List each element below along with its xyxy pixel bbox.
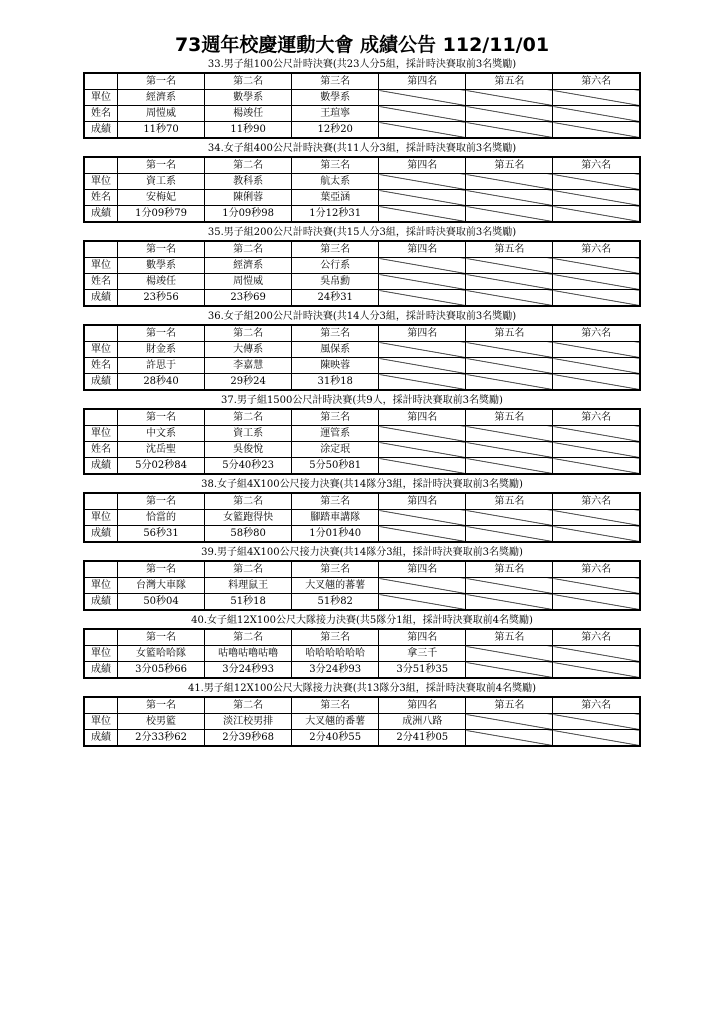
result-cell: 大叉翹的蕃薯 [292, 578, 379, 594]
row-label: 成績 [84, 594, 118, 611]
result-cell: 財金系 [118, 342, 205, 358]
corner-cell [84, 493, 118, 510]
rank-header: 第五名 [466, 697, 553, 714]
results-table [83, 560, 641, 611]
results-table [83, 628, 641, 679]
header-row [84, 561, 640, 578]
empty-cell [553, 174, 640, 190]
empty-cell [553, 274, 640, 290]
empty-cell [379, 122, 466, 139]
empty-cell [553, 358, 640, 374]
empty-cell [553, 106, 640, 122]
result-cell: 51秒82 [292, 594, 379, 611]
rank-header: 第四名 [379, 629, 466, 646]
result-cell: 咕嚕咕嚕咕嚕 [205, 646, 292, 662]
row-label: 單位 [84, 174, 118, 190]
rank-header: 第一名 [118, 325, 205, 342]
row-label: 成績 [84, 730, 118, 747]
rank-header: 第四名 [379, 409, 466, 426]
rank-header: 第六名 [553, 493, 640, 510]
empty-cell [466, 578, 553, 594]
empty-cell [379, 106, 466, 122]
result-cell: 1分09秒98 [205, 206, 292, 223]
empty-cell [466, 458, 553, 475]
result-cell: 31秒18 [292, 374, 379, 391]
rank-header: 第一名 [118, 157, 205, 174]
rank-header: 第五名 [466, 325, 553, 342]
result-cell: 經濟系 [118, 90, 205, 106]
header-row [84, 325, 640, 342]
empty-cell [466, 646, 553, 662]
result-cell: 淡江校男排 [205, 714, 292, 730]
rank-header: 第四名 [379, 561, 466, 578]
rank-header: 第四名 [379, 697, 466, 714]
empty-cell [379, 526, 466, 543]
result-cell: 1分01秒40 [292, 526, 379, 543]
rank-header: 第六名 [553, 241, 640, 258]
empty-cell [466, 274, 553, 290]
empty-cell [379, 90, 466, 106]
event-block [83, 141, 641, 223]
result-cell: 許思于 [118, 358, 205, 374]
result-row [84, 510, 640, 526]
result-cell: 運管系 [292, 426, 379, 442]
rank-header: 第四名 [379, 241, 466, 258]
results-table [83, 156, 641, 223]
rank-header: 第一名 [118, 73, 205, 90]
results-table [83, 240, 641, 307]
result-row [84, 274, 640, 290]
empty-cell [466, 730, 553, 747]
result-cell: 李嘉慧 [205, 358, 292, 374]
row-label: 單位 [84, 258, 118, 274]
empty-cell [553, 594, 640, 611]
rank-header: 第三名 [292, 697, 379, 714]
rank-header: 第四名 [379, 73, 466, 90]
result-cell: 5分50秒81 [292, 458, 379, 475]
event-caption: 34.女子組400公尺計時決賽(共11人分3組，採計時決賽取前3名獎勵) [207, 143, 517, 154]
event-caption: 40.女子組12X100公尺大隊接力決賽(共5隊分1組，採計時決賽取前4名獎勵) [191, 615, 533, 626]
empty-cell [466, 90, 553, 106]
result-cell: 11秒70 [118, 122, 205, 139]
rank-header: 第二名 [205, 157, 292, 174]
row-label: 單位 [84, 426, 118, 442]
empty-cell [379, 206, 466, 223]
results-table [83, 492, 641, 543]
empty-cell [466, 510, 553, 526]
event-block [83, 477, 641, 543]
row-label: 單位 [84, 646, 118, 662]
result-cell: 陳俐蓉 [205, 190, 292, 206]
header-row [84, 697, 640, 714]
event-caption: 36.女子組200公尺計時決賽(共14人分3組，採計時決賽取前3名獎勵) [207, 311, 517, 322]
results-table [83, 696, 641, 747]
empty-cell [379, 258, 466, 274]
empty-cell [466, 662, 553, 679]
row-label: 姓名 [84, 358, 118, 374]
result-cell: 女籃跑得快 [205, 510, 292, 526]
rank-header: 第一名 [118, 561, 205, 578]
results-table [83, 72, 641, 139]
row-label: 成績 [84, 122, 118, 139]
event-block [83, 393, 641, 475]
result-cell: 吳帛勳 [292, 274, 379, 290]
result-row [84, 358, 640, 374]
empty-cell [553, 714, 640, 730]
event-block [83, 225, 641, 307]
result-cell: 陳映蓉 [292, 358, 379, 374]
result-cell: 腳踏車講隊 [292, 510, 379, 526]
result-cell: 29秒24 [205, 374, 292, 391]
row-label: 成績 [84, 290, 118, 307]
result-cell: 女籃哈哈隊 [118, 646, 205, 662]
empty-cell [553, 442, 640, 458]
result-cell: 教科系 [205, 174, 292, 190]
row-label: 單位 [84, 578, 118, 594]
empty-cell [553, 342, 640, 358]
rank-header: 第六名 [553, 73, 640, 90]
result-cell: 大叉翹的番薯 [292, 714, 379, 730]
empty-cell [553, 90, 640, 106]
row-label: 單位 [84, 510, 118, 526]
result-row [84, 578, 640, 594]
row-label: 成績 [84, 374, 118, 391]
header-row [84, 629, 640, 646]
result-cell: 沈岳聖 [118, 442, 205, 458]
rank-header: 第六名 [553, 325, 640, 342]
rank-header: 第二名 [205, 697, 292, 714]
rank-header: 第二名 [205, 325, 292, 342]
empty-cell [379, 374, 466, 391]
result-row [84, 290, 640, 307]
empty-cell [379, 358, 466, 374]
result-cell: 恰當的 [118, 510, 205, 526]
result-cell: 數學系 [205, 90, 292, 106]
header-row [84, 409, 640, 426]
result-cell: 3分05秒66 [118, 662, 205, 679]
result-cell: 58秒80 [205, 526, 292, 543]
rank-header: 第四名 [379, 325, 466, 342]
result-cell: 1分09秒79 [118, 206, 205, 223]
result-cell: 數學系 [292, 90, 379, 106]
result-cell: 1分12秒31 [292, 206, 379, 223]
result-row [84, 458, 640, 475]
event-block [83, 613, 641, 679]
result-cell: 中文系 [118, 426, 205, 442]
row-label: 姓名 [84, 274, 118, 290]
result-row [84, 122, 640, 139]
result-cell: 5分02秒84 [118, 458, 205, 475]
rank-header: 第五名 [466, 561, 553, 578]
result-cell: 台灣大車隊 [118, 578, 205, 594]
event-caption: 35.男子組200公尺計時決賽(共15人分3組，採計時決賽取前3名獎勵) [207, 227, 517, 238]
result-row [84, 662, 640, 679]
result-cell: 2分41秒05 [379, 730, 466, 747]
empty-cell [379, 426, 466, 442]
result-cell: 資工系 [205, 426, 292, 442]
corner-cell [84, 409, 118, 426]
result-row [84, 258, 640, 274]
result-cell: 23秒69 [205, 290, 292, 307]
row-label: 姓名 [84, 106, 118, 122]
row-label: 單位 [84, 342, 118, 358]
empty-cell [466, 442, 553, 458]
row-label: 單位 [84, 90, 118, 106]
result-cell: 28秒40 [118, 374, 205, 391]
empty-cell [379, 342, 466, 358]
rank-header: 第三名 [292, 629, 379, 646]
event-block [83, 309, 641, 391]
result-row [84, 174, 640, 190]
result-row [84, 426, 640, 442]
rank-header: 第二名 [205, 493, 292, 510]
event-block [83, 57, 641, 139]
result-row [84, 526, 640, 543]
event-caption: 37.男子組1500公尺計時決賽(共9人，採計時決賽取前3名獎勵) [221, 395, 503, 406]
result-cell: 經濟系 [205, 258, 292, 274]
event-caption: 38.女子組4X100公尺接力決賽(共14隊分3組，採計時決賽取前3名獎勵) [201, 479, 523, 490]
result-cell: 5分40秒23 [205, 458, 292, 475]
header-row [84, 157, 640, 174]
result-cell: 大傳系 [205, 342, 292, 358]
result-cell: 50秒04 [118, 594, 205, 611]
row-label: 單位 [84, 714, 118, 730]
corner-cell [84, 241, 118, 258]
result-cell: 56秒31 [118, 526, 205, 543]
header-row [84, 73, 640, 90]
result-cell: 2分40秒55 [292, 730, 379, 747]
result-cell: 2分33秒62 [118, 730, 205, 747]
result-cell: 2分39秒68 [205, 730, 292, 747]
rank-header: 第二名 [205, 73, 292, 90]
empty-cell [466, 290, 553, 307]
result-row [84, 730, 640, 747]
rank-header: 第六名 [553, 629, 640, 646]
rank-header: 第五名 [466, 629, 553, 646]
rank-header: 第一名 [118, 697, 205, 714]
result-cell: 3分24秒93 [292, 662, 379, 679]
empty-cell [553, 206, 640, 223]
result-cell: 航太系 [292, 174, 379, 190]
empty-cell [379, 174, 466, 190]
result-row [84, 90, 640, 106]
result-row [84, 374, 640, 391]
result-row [84, 106, 640, 122]
empty-cell [553, 374, 640, 391]
page-title: 73週年校慶運動大會 成績公告 112/11/01 [174, 34, 550, 56]
result-cell: 哈哈哈哈哈哈 [292, 646, 379, 662]
empty-cell [553, 730, 640, 747]
event-caption: 39.男子組4X100公尺接力決賽(共14隊分3組，採計時決賽取前3名獎勵) [201, 547, 523, 558]
empty-cell [466, 426, 553, 442]
result-cell: 拿三千 [379, 646, 466, 662]
empty-cell [553, 458, 640, 475]
result-cell: 3分24秒93 [205, 662, 292, 679]
result-cell: 11秒90 [205, 122, 292, 139]
result-row [84, 594, 640, 611]
corner-cell [84, 697, 118, 714]
result-cell: 王瑄寧 [292, 106, 379, 122]
result-cell: 葉亞涵 [292, 190, 379, 206]
result-cell: 周愷威 [205, 274, 292, 290]
rank-header: 第五名 [466, 73, 553, 90]
empty-cell [379, 290, 466, 307]
rank-header: 第一名 [118, 409, 205, 426]
result-cell: 校男籃 [118, 714, 205, 730]
empty-cell [466, 174, 553, 190]
empty-cell [379, 442, 466, 458]
result-cell: 成洲八路 [379, 714, 466, 730]
row-label: 成績 [84, 662, 118, 679]
rank-header: 第四名 [379, 157, 466, 174]
empty-cell [553, 526, 640, 543]
rank-header: 第五名 [466, 409, 553, 426]
rank-header: 第三名 [292, 561, 379, 578]
rank-header: 第三名 [292, 493, 379, 510]
empty-cell [466, 122, 553, 139]
rank-header: 第六名 [553, 409, 640, 426]
corner-cell [84, 325, 118, 342]
empty-cell [379, 458, 466, 475]
result-cell: 數學系 [118, 258, 205, 274]
event-block [83, 681, 641, 747]
empty-cell [466, 206, 553, 223]
empty-cell [553, 646, 640, 662]
result-row [84, 714, 640, 730]
result-cell: 23秒56 [118, 290, 205, 307]
result-cell: 吳俊悅 [205, 442, 292, 458]
row-label: 成績 [84, 206, 118, 223]
result-cell: 3分51秒35 [379, 662, 466, 679]
empty-cell [379, 274, 466, 290]
empty-cell [379, 594, 466, 611]
result-cell: 楊竣任 [205, 106, 292, 122]
rank-header: 第五名 [466, 241, 553, 258]
corner-cell [84, 73, 118, 90]
row-label: 姓名 [84, 190, 118, 206]
event-block [83, 545, 641, 611]
empty-cell [466, 714, 553, 730]
row-label: 姓名 [84, 442, 118, 458]
event-caption: 33.男子組100公尺計時決賽(共23人分5組，採計時決賽取前3名獎勵) [207, 59, 517, 70]
row-label: 成績 [84, 526, 118, 543]
rank-header: 第一名 [118, 493, 205, 510]
rank-header: 第二名 [205, 561, 292, 578]
corner-cell [84, 629, 118, 646]
empty-cell [553, 122, 640, 139]
result-cell: 51秒18 [205, 594, 292, 611]
empty-cell [466, 358, 553, 374]
results-table [83, 408, 641, 475]
empty-cell [379, 510, 466, 526]
empty-cell [466, 190, 553, 206]
rank-header: 第五名 [466, 493, 553, 510]
result-row [84, 442, 640, 458]
row-label: 成績 [84, 458, 118, 475]
empty-cell [553, 258, 640, 274]
event-caption: 41.男子組12X100公尺大隊接力決賽(共13隊分3組，採計時決賽取前4名獎勵) [187, 683, 537, 694]
result-row [84, 206, 640, 223]
rank-header: 第三名 [292, 157, 379, 174]
result-cell: 24秒31 [292, 290, 379, 307]
empty-cell [379, 578, 466, 594]
rank-header: 第四名 [379, 493, 466, 510]
header-row [84, 493, 640, 510]
rank-header: 第六名 [553, 697, 640, 714]
empty-cell [553, 190, 640, 206]
result-row [84, 646, 640, 662]
result-cell: 12秒20 [292, 122, 379, 139]
rank-header: 第二名 [205, 241, 292, 258]
rank-header: 第一名 [118, 629, 205, 646]
empty-cell [379, 190, 466, 206]
empty-cell [553, 290, 640, 307]
result-cell: 風保系 [292, 342, 379, 358]
empty-cell [466, 258, 553, 274]
empty-cell [466, 342, 553, 358]
result-cell: 周愷威 [118, 106, 205, 122]
empty-cell [553, 426, 640, 442]
empty-cell [466, 374, 553, 391]
rank-header: 第五名 [466, 157, 553, 174]
empty-cell [466, 526, 553, 543]
header-row [84, 241, 640, 258]
results-list [83, 57, 641, 749]
result-cell: 資工系 [118, 174, 205, 190]
empty-cell [553, 510, 640, 526]
empty-cell [466, 594, 553, 611]
result-row [84, 342, 640, 358]
empty-cell [466, 106, 553, 122]
rank-header: 第三名 [292, 409, 379, 426]
rank-header: 第二名 [205, 409, 292, 426]
rank-header: 第一名 [118, 241, 205, 258]
result-cell: 料理鼠王 [205, 578, 292, 594]
results-table [83, 324, 641, 391]
result-cell: 楊竣任 [118, 274, 205, 290]
rank-header: 第三名 [292, 73, 379, 90]
corner-cell [84, 157, 118, 174]
rank-header: 第六名 [553, 561, 640, 578]
empty-cell [553, 662, 640, 679]
rank-header: 第三名 [292, 325, 379, 342]
empty-cell [553, 578, 640, 594]
rank-header: 第二名 [205, 629, 292, 646]
result-cell: 安梅妃 [118, 190, 205, 206]
corner-cell [84, 561, 118, 578]
result-cell: 涂定珉 [292, 442, 379, 458]
rank-header: 第六名 [553, 157, 640, 174]
result-cell: 公行系 [292, 258, 379, 274]
result-row [84, 190, 640, 206]
rank-header: 第三名 [292, 241, 379, 258]
